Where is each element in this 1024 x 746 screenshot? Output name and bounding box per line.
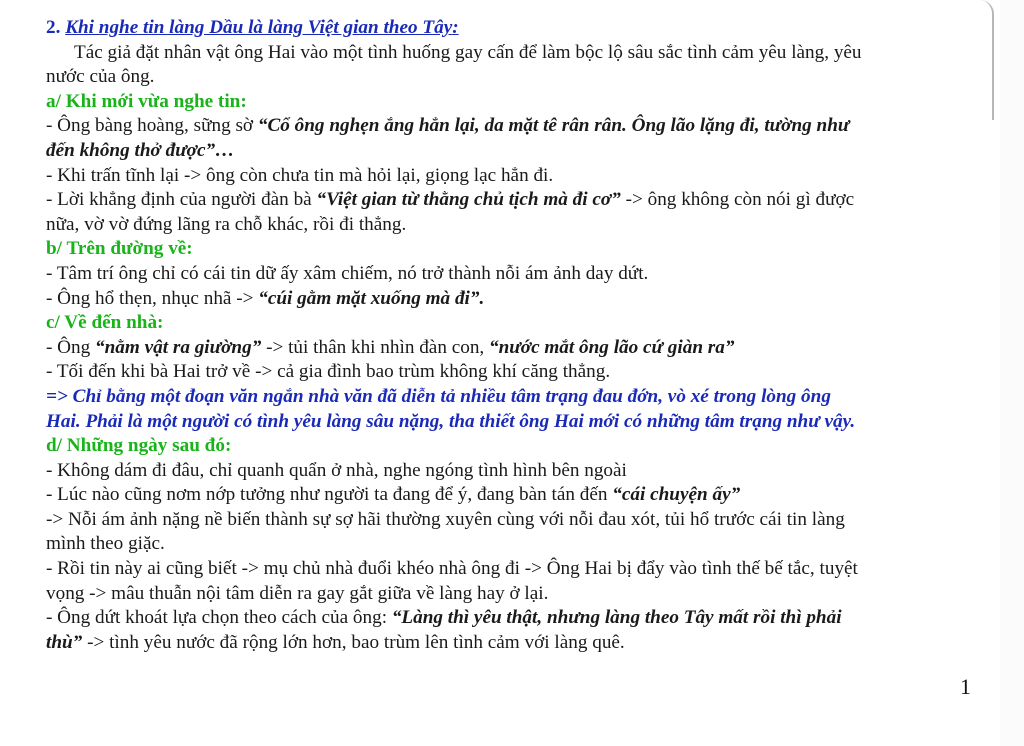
subheading-b: b/ Trên đường về: (46, 238, 193, 260)
paragraph-a2: - Khi trấn tĩnh lại -> ông còn chưa tin mà hỏi lại, giọng lạc hẳn đi. (46, 164, 554, 186)
quote: “Làng thì yêu thật, nhưng làng theo Tây mất rồi thì phải (391, 607, 842, 629)
paragraph-d2: - Lúc nào cũng nơm nớp tưởng như người ta đang để ý, đang bàn tán đến “cái chuyện ấy” (46, 484, 741, 506)
intro-line-2: nước của ông. (46, 66, 155, 88)
section-heading: 2. Khi nghe tin làng Dầu là làng Việt gian theo Tây: (46, 17, 459, 38)
conclusion-line-2: Hai. Phải là một người có tình yêu làng sâu nặng, tha thiết ông Hai mới có những tâm trạng như vậy. (46, 410, 856, 432)
quote: “cúi gằm mặt xuống mà đi”. (258, 287, 485, 309)
section-heading-title: Khi nghe tin làng Dầu là làng Việt gian theo Tây (65, 17, 453, 38)
subheading-d: d/ Những ngày sau đó: (46, 435, 232, 457)
quote: “Cổ ông nghẹn ắng hẳn lại, da mặt tê rân rân. Ông lão lặng đi, tường như (257, 115, 850, 137)
conclusion-line-1: => Chỉ bằng một đoạn văn ngắn nhà văn đã diễn tả nhiều tâm trạng đau đớn, vò xé trong lòng ông (46, 385, 831, 407)
paragraph-d3: -> Nỗi ám ảnh nặng nề biến thành sự sợ hãi thường xuyên cùng với nỗi đau xót, tủi hổ trước cái tin làng (46, 508, 845, 530)
paragraph-a3: - Lời khẳng định của người đàn bà “Việt gian từ thằng chủ tịch mà đi cơ” -> ông không còn nói gì được (46, 189, 855, 211)
paragraph-b1: - Tâm trí ông chỉ có cái tin dữ ấy xâm chiếm, nó trở thành nỗi ám ảnh day dứt. (46, 262, 649, 284)
page-number: 1 (960, 674, 971, 699)
paragraph-c2: - Tối đến khi bà Hai trở về -> cả gia đình bao trùm không khí căng thẳng. (46, 361, 611, 383)
paragraph-a1-cont: đến không thở được”… (46, 139, 235, 161)
paragraph-d5-cont: thù” -> tình yêu nước đã rộng lớn hơn, bao trùm lên tình cảm với làng quê. (46, 631, 625, 653)
paragraph-a1: - Ông bàng hoàng, sững sờ “Cổ ông nghẹn ắng hẳn lại, da mặt tê rân rân. Ông lão lặng đi, tường như (46, 115, 850, 137)
paragraph-b2: - Ông hổ thẹn, nhục nhã -> “cúi gằm mặt xuống mà đi”. (46, 287, 485, 309)
subheading-a: a/ Khi mới vừa nghe tin: (46, 90, 247, 112)
paragraph-d4-cont: vọng -> mâu thuẫn nội tâm diễn ra gay gắt giữa về làng hay ở lại. (46, 582, 549, 604)
document-content (46, 16, 976, 655)
paragraph-d1: - Không dám đi đâu, chỉ quanh quẩn ở nhà, nghe ngóng tình hình bên ngoài (46, 459, 627, 481)
quote: thù” (46, 631, 83, 653)
intro-line-1: Tác giả đặt nhân vật ông Hai vào một tình huống gay cấn để làm bộc lộ sâu sắc tình cảm yêu làng, yêu (74, 41, 862, 63)
paragraph-d3-cont: mình theo giặc. (46, 533, 165, 555)
paragraph-c1: - Ông “nằm vật ra giường” -> tủi thân khi nhìn đàn con, “nước mắt ông lão cứ giàn ra” (46, 336, 735, 358)
paragraph-d5: - Ông dứt khoát lựa chọn theo cách của ông: “Làng thì yêu thật, nhưng làng theo Tây mất rồi thì phải (46, 607, 842, 629)
page-edge-divider (980, 0, 994, 120)
quote: “nằm vật ra giường” (95, 336, 262, 358)
subheading-c: c/ Về đến nhà: (46, 312, 164, 334)
quote: “Việt gian từ thằng chủ tịch mà đi cơ” (316, 189, 621, 211)
quote: “nước mắt ông lão cứ giàn ra” (489, 336, 735, 358)
paragraph-d4: - Rồi tin này ai cũng biết -> mụ chủ nhà đuổi khéo nhà ông đi -> Ông Hai bị đẩy vào tình thế bế tắc, tuyệt (46, 558, 858, 580)
paragraph-a3-cont: nữa, vờ vờ đứng lãng ra chỗ khác, rồi đi thẳng. (46, 213, 407, 235)
quote: “cái chuyện ấy” (612, 484, 741, 506)
